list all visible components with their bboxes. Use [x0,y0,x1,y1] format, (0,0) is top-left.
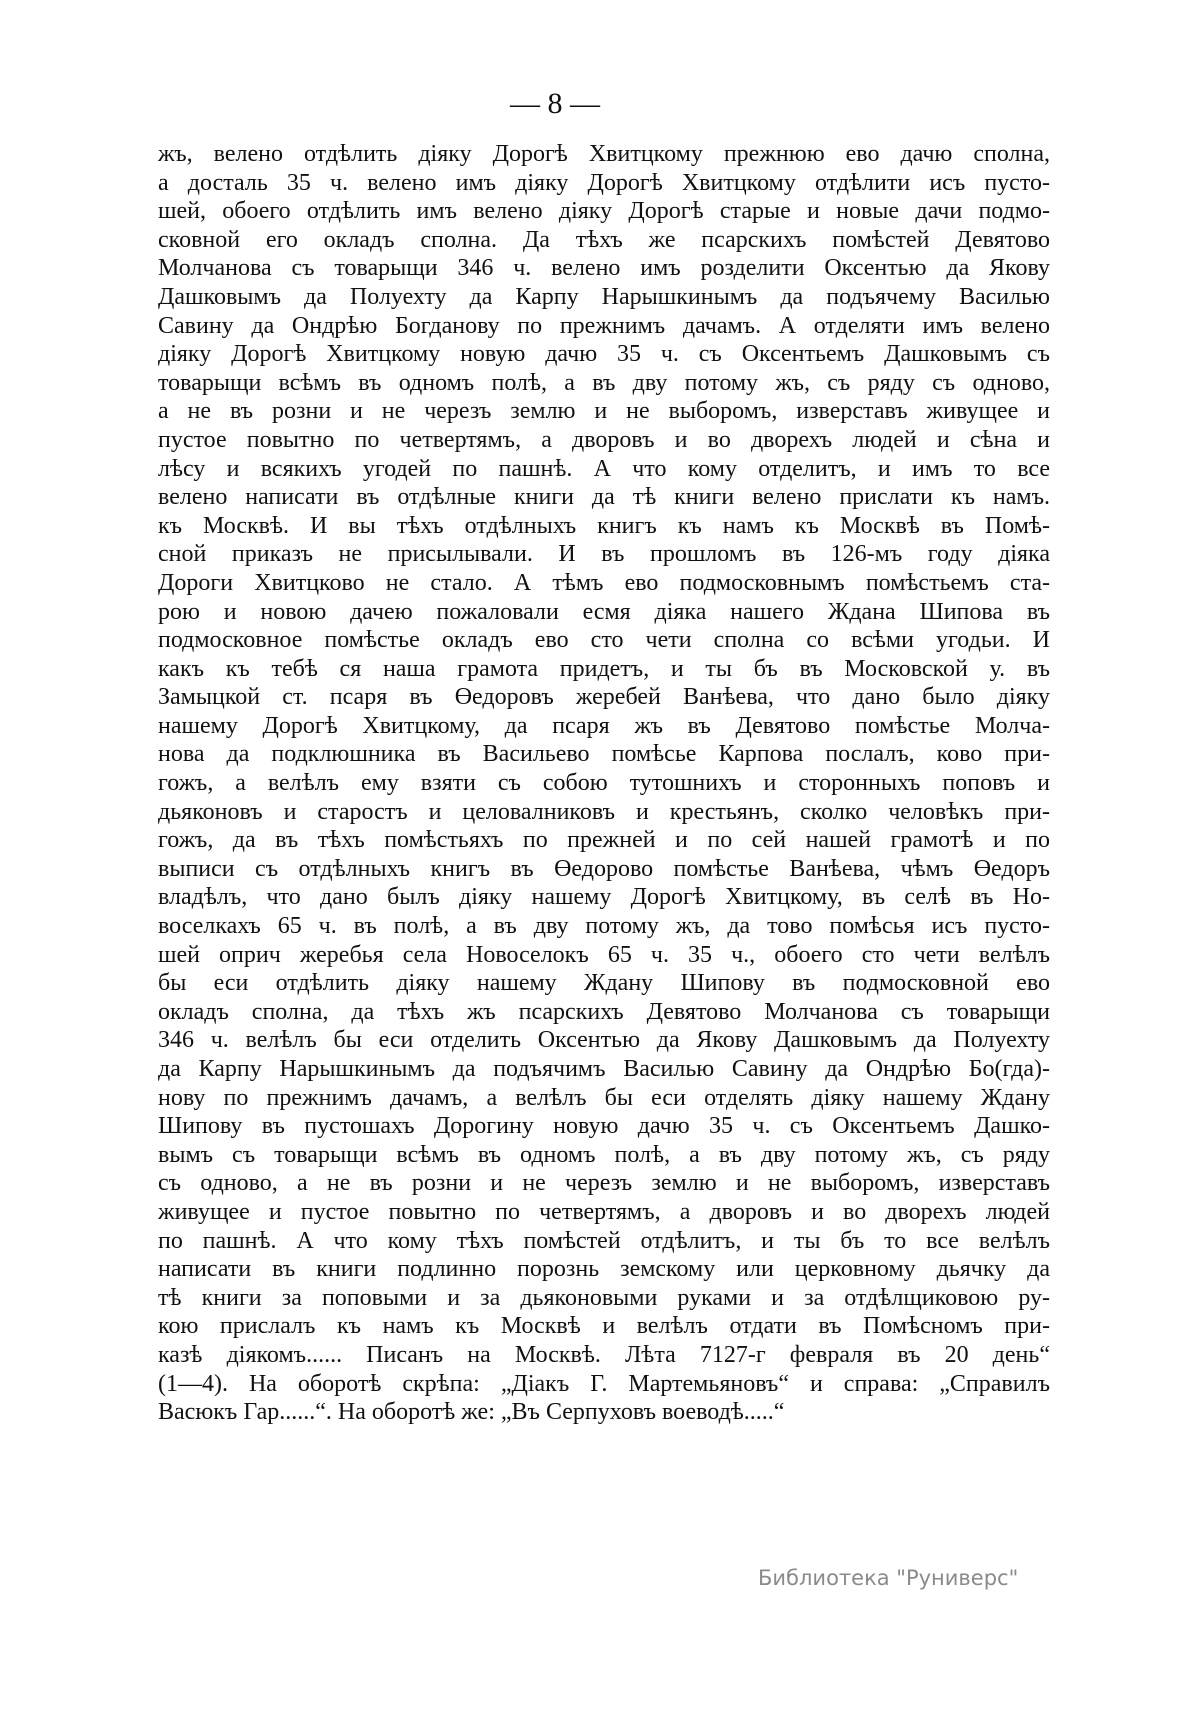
text-line: сковной его окладъ сполна. Да тѣхъ же псарскихъ помѣстей Девятово [158,226,1050,253]
text-line: товарыщи всѣмъ въ одномъ полѣ, а въ дву потому жъ, съ ряду съ одново, [158,369,1050,396]
text-line: Замыцкой ст. псаря въ Өедоровъ жеребей Ванѣева, что дано было діяку [158,684,1050,711]
text-line: (1—4). На оборотѣ скрѣпа: „Діакъ Г. Мартемьяновъ“ и справа: „Справилъ [158,1370,1050,1397]
text-line: тѣ книги за поповыми и за дьяконовыми руками и за отдѣлщиковою ру- [158,1284,1050,1311]
text-line: шей оприч жеребья села Новоселокъ 65 ч. 35 ч., обоего сто чети велѣлъ [158,941,1050,968]
text-line: дьяконовъ и старостъ и целовалниковъ и крестьянъ, сколко человѣкъ при- [158,798,1050,825]
text-line: казѣ діякомъ...... Писанъ на Москвѣ. Лѣта 7127-г февраля въ 20 день“ [158,1341,1050,1368]
text-line: рою и новою дачею пожаловали есмя діяка нашего Ждана Шипова въ [158,598,1050,625]
text-line: а не въ розни и не черезъ землю и не выборомъ, изверставъ живущее и [158,398,1050,425]
text-line: шей, обоего отдѣлить имъ велено діяку Дорогѣ старые и новые дачи подмо- [158,198,1050,225]
text-line: выписи съ отдѣлныхъ книгъ въ Өедорово помѣстье Ванѣева, чѣмъ Өедоръ [158,855,1050,882]
text-line: къ Москвѣ. И вы тѣхъ отдѣлныхъ книгъ къ намъ къ Москвѣ въ Помѣ- [158,512,1050,539]
text-line: Савину да Ондрѣю Богданову по прежнимъ дачамъ. А отделяти имъ велено [158,312,1050,339]
text-line: написати въ книги подлинно порознь земскому или церковному дьячку да [158,1256,1050,1283]
text-line: Васюкъ Гар......“. На оборотѣ же: „Въ Серпуховъ воеводѣ.....“ [158,1399,785,1426]
text-line: окладъ сполна, да тѣхъ жъ псарскихъ Девятово Молчанова съ товарыщи [158,998,1050,1025]
text-line: велено написати въ отдѣлные книги да тѣ книги велено прислати къ намъ. [158,484,1050,511]
text-line: живущее и пустое повытно по четвертямъ, а дворовъ и во дворехъ людей [158,1198,1050,1225]
text-line: кою прислалъ къ намъ къ Москвѣ и велѣлъ отдати въ Помѣсномъ при- [158,1313,1050,1340]
text-line: пустое повытно по четвертямъ, а дворовъ и во дворехъ людей и сѣна и [158,426,1050,453]
text-line: а досталь 35 ч. велено имъ діяку Дорогѣ Хвитцкому отдѣлити исъ пусто- [158,169,1050,196]
text-line: Дороги Хвитцково не стало. А тѣмъ ево подмосковнымъ помѣстьемъ ста- [158,569,1050,596]
text-line: Молчанова съ товарыщи 346 ч. велено имъ розделити Оксентью да Якову [158,255,1050,282]
library-watermark: Библиотека "Руниверс" [758,1566,1019,1590]
text-line: вымъ съ товарыщи всѣмъ въ одномъ полѣ, а въ дву потому жъ, съ ряду [158,1141,1050,1168]
text-line: бы еси отдѣлить діяку нашему Ждану Шипову въ подмосковной ево [158,970,1050,997]
text-line: 346 ч. велѣлъ бы еси отделить Оксентью да Якову Дашковымъ да Полуехту [158,1027,1050,1054]
text-line: воселкахъ 65 ч. въ полѣ, а въ дву потому жъ, да тово помѣсья исъ пусто- [158,913,1050,940]
text-line: Шипову въ пустошахъ Дорогину новую дачю 35 ч. съ Оксентьемъ Дашко- [158,1113,1050,1140]
text-line: нову по прежнимъ дачамъ, а велѣлъ бы еси отделять діяку нашему Ждану [158,1084,1050,1111]
text-line: гожъ, а велѣлъ ему взяти съ собою тутошнихъ и сторонныхъ поповъ и [158,770,1050,797]
page-number: — 8 — [510,87,600,120]
text-line: гожъ, да въ тѣхъ помѣстьяхъ по прежней и по сей нашей грамотѣ и по [158,827,1050,854]
body-text [158,140,1050,1427]
text-line: нова да подклюшника въ Васильево помѣсье Карпова послалъ, ково при- [158,741,1050,768]
text-line: діяку Дорогѣ Хвитцкому новую дачю 35 ч. съ Оксентьемъ Дашковымъ съ [158,341,1050,368]
text-line: какъ къ тебѣ ся наша грамота придетъ, и ты бъ въ Московской у. въ [158,655,1050,682]
text-line: да Карпу Нарышкинымъ да подъячимъ Василью Савину да Ондрѣю Бо(гда)- [158,1056,1050,1082]
text-line: нашему Дорогѣ Хвитцкому, да псаря жъ въ Девятово помѣстье Молча- [158,712,1050,739]
text-line: жъ, велено отдѣлить діяку Дорогѣ Хвитцкому прежнюю ево дачю сполна, [158,141,1050,167]
text-line: лѣсу и всякихъ угодей по пашнѣ. А что кому отделитъ, и имъ то все [158,455,1050,482]
text-line: Дашковымъ да Полуехту да Карпу Нарышкинымъ да подъячему Василью [158,283,1050,310]
text-line: владѣлъ, что дано былъ діяку нашему Дорогѣ Хвитцкому, въ селѣ въ Но- [158,884,1050,911]
text-line: по пашнѣ. А что кому тѣхъ помѣстей отдѣлитъ, и ты бъ то все велѣлъ [158,1227,1050,1254]
text-line: сной приказъ не присылывали. И въ прошломъ въ 126-мъ году діяка [158,541,1050,568]
text-line: подмосковное помѣстье окладъ ево сто чети сполна со всѣми угодьи. И [158,627,1050,654]
text-line: съ одново, а не въ розни и не черезъ землю и не выборомъ, изверставъ [158,1170,1050,1197]
